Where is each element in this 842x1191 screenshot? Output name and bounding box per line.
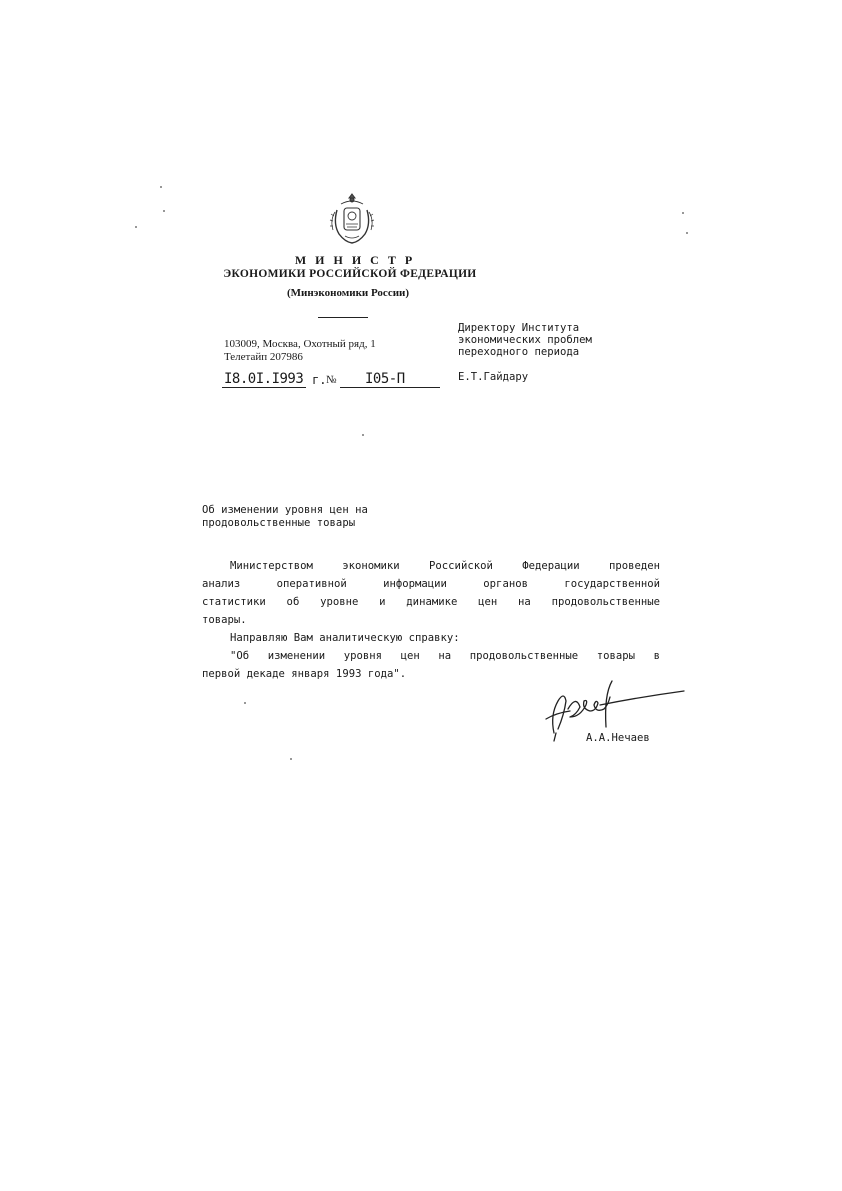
- registration-date: I8.0I.I993: [224, 371, 304, 387]
- scan-speck: [362, 434, 364, 436]
- russian-federation-emblem-icon: [327, 190, 377, 246]
- scan-speck: [682, 212, 684, 214]
- registration-number-underline: [340, 387, 440, 388]
- body-line: Министерством экономики Российской Федерации проведен: [230, 560, 660, 572]
- scan-speck: [163, 210, 165, 212]
- body-line: Направляю Вам аналитическую справку:: [230, 632, 460, 644]
- scan-speck: [160, 186, 162, 188]
- recipient-line: Директору Института: [458, 322, 580, 334]
- scan-speck: [135, 226, 137, 228]
- body-line: анализ оперативной информации органов государственной: [202, 578, 660, 590]
- subject-line: продовольственные товары: [202, 517, 356, 529]
- recipient-name: Е.Т.Гайдару: [458, 371, 529, 383]
- signer-name: А.А.Нечаев: [586, 732, 650, 744]
- letterhead-address: 103009, Москва, Охотный ряд, 1: [224, 338, 376, 350]
- letterhead-title: М И Н И С Т Р: [294, 253, 416, 267]
- registration-year-suffix: г.: [312, 373, 327, 387]
- body-line: первой декаде января 1993 года".: [202, 668, 407, 680]
- letterhead-divider: [318, 317, 368, 318]
- subject-line: Об изменении уровня цен на: [202, 504, 368, 516]
- scan-speck: [686, 232, 688, 234]
- letterhead-ministry: ЭКОНОМИКИ РОССИЙСКОЙ ФЕДЕРАЦИИ: [223, 268, 477, 280]
- recipient-line: экономических проблем: [458, 334, 592, 346]
- recipient-line: переходного периода: [458, 346, 580, 358]
- body-line: "Об изменении уровня цен на продовольственные товары в: [230, 650, 660, 662]
- registration-line: [222, 371, 440, 391]
- registration-date-underline: [222, 387, 306, 388]
- scan-speck: [244, 702, 246, 704]
- registration-number-label: №: [326, 374, 337, 386]
- body-line: статистики об уровне и динамике цен на продовольственные: [202, 596, 660, 608]
- letterhead-short-name: (Минэкономики России): [286, 287, 410, 299]
- registration-number: I05-П: [365, 371, 405, 387]
- letterhead-teletype: Телетайп 207986: [224, 351, 303, 363]
- body-line: товары.: [202, 614, 247, 626]
- scan-speck: [290, 758, 292, 760]
